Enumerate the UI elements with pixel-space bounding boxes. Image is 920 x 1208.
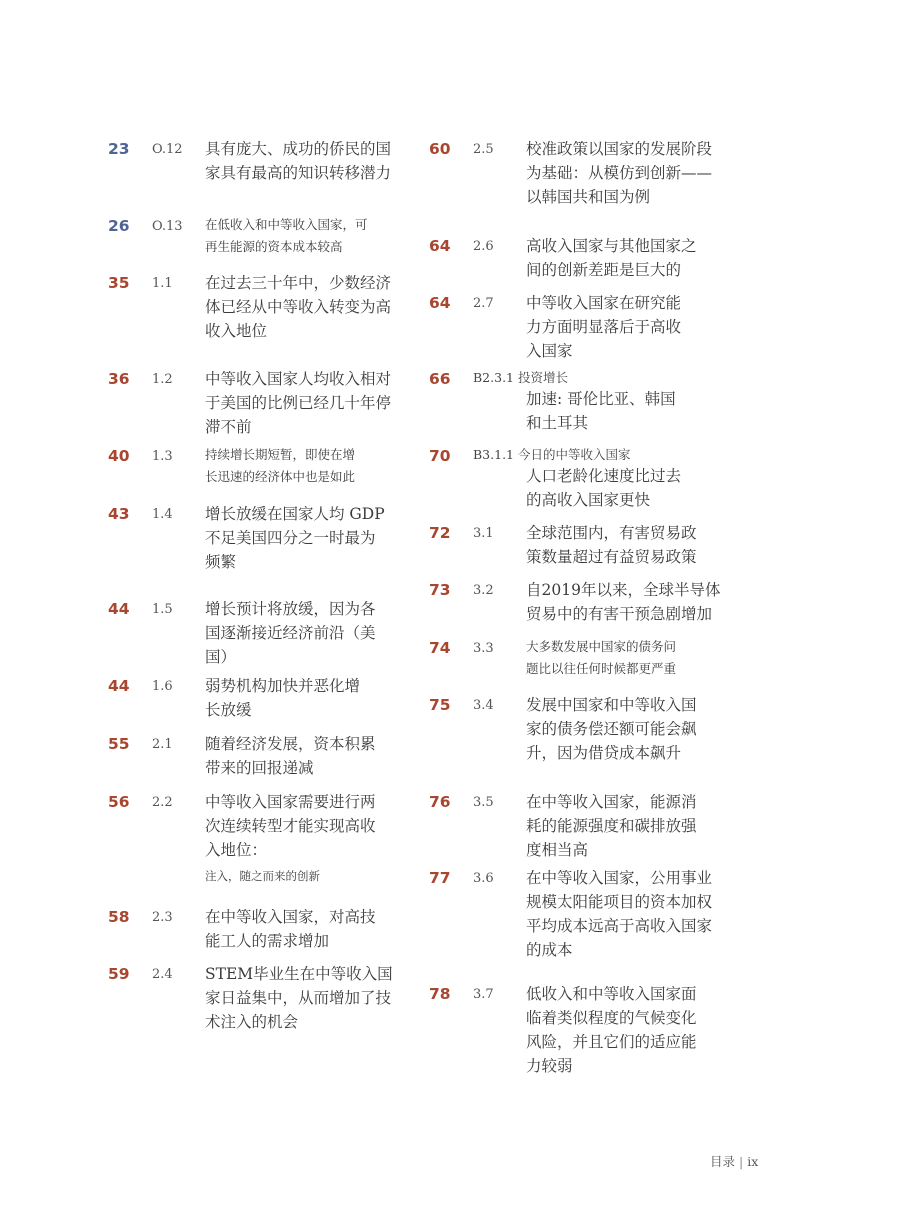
figure-number: 3.2 bbox=[473, 583, 494, 598]
figure-number: 3.4 bbox=[473, 698, 494, 713]
page-number: 26 bbox=[108, 217, 130, 235]
page-number: 74 bbox=[429, 639, 451, 657]
page-number: 60 bbox=[429, 140, 451, 158]
figure-number: 3.5 bbox=[473, 795, 494, 810]
page-number: 36 bbox=[108, 370, 130, 388]
page-number: 73 bbox=[429, 581, 451, 599]
figure-title: 弱势机构加快并恶化增 长放缓 bbox=[205, 677, 361, 719]
page-number: 44 bbox=[108, 600, 130, 618]
page-number: 43 bbox=[108, 505, 130, 523]
page-number: 35 bbox=[108, 274, 130, 292]
figure-number: 2.5 bbox=[473, 142, 494, 157]
figure-title: 低收入和中等收入国家面 临着类似程度的气候变化 风险，并且它们的适应能 力较弱 bbox=[526, 985, 697, 1075]
figure-title: 大多数发展中国家的债务问 题比以往任何时候都更严重 bbox=[526, 639, 677, 676]
figure-number: 3.3 bbox=[473, 641, 494, 656]
figure-number: 1.2 bbox=[152, 372, 173, 387]
figure-number: 2.6 bbox=[473, 239, 494, 254]
page-number: 59 bbox=[108, 965, 130, 983]
figure-title: 增长预计将放缓，因为各 国逐渐接近经济前沿（美 国） bbox=[205, 600, 376, 666]
page-number: 58 bbox=[108, 908, 130, 926]
figure-number: 1.4 bbox=[152, 507, 173, 522]
figure-number: 2.2 bbox=[152, 795, 173, 810]
footer-separator: | bbox=[739, 1154, 744, 1169]
figure-title: 高收入国家与其他国家之 间的创新差距是巨大的 bbox=[526, 237, 697, 279]
figure-number: 2.1 bbox=[152, 737, 173, 752]
figure-title: 中等收入国家在研究能 力方面明显落后于高收 入国家 bbox=[526, 294, 682, 360]
figure-title: 持续增长期短暂，即使在增 长迅速的经济体中也是如此 bbox=[205, 447, 356, 484]
figure-title: 自2019年以来，全球半导体 贸易中的有害干预急剧增加 bbox=[526, 581, 721, 623]
figure-number: 2.7 bbox=[473, 296, 494, 311]
figure-title: 具有庞大、成功的侨民的国 家具有最高的知识转移潜力 bbox=[205, 140, 392, 182]
page-number: 55 bbox=[108, 735, 130, 753]
figure-title: 在中等收入国家，公用事业 规模太阳能项目的资本加权 平均成本远高于高收入国家 的成本 bbox=[526, 869, 713, 959]
figure-number: 2.4 bbox=[152, 967, 173, 982]
box-number: B2.3.1 投资增长 bbox=[473, 370, 568, 385]
figure-title: 随着经济发展，资本积累 带来的回报递减 bbox=[205, 735, 376, 777]
figure-number: 1.3 bbox=[152, 449, 173, 464]
page-number: 76 bbox=[429, 793, 451, 811]
page-number: 75 bbox=[429, 696, 451, 714]
page-footer bbox=[710, 1153, 758, 1171]
figure-title: 中等收入国家人均收入相对 于美国的比例已经几十年停 滞不前 bbox=[205, 370, 392, 436]
figure-number: O.13 bbox=[152, 219, 183, 234]
figure-number: 1.5 bbox=[152, 602, 173, 617]
figure-title: 在低收入和中等收入国家，可 再生能源的资本成本较高 bbox=[205, 217, 368, 254]
figure-title: 全球范围内，有害贸易政 策数量超过有益贸易政策 bbox=[526, 524, 697, 566]
page-number: 44 bbox=[108, 677, 130, 695]
figure-title: 加速: 哥伦比亚、韩国 和土耳其 bbox=[526, 390, 676, 432]
figure-number: 3.7 bbox=[473, 987, 494, 1002]
figure-title: 人口老龄化速度比过去 的高收入国家更快 bbox=[526, 467, 682, 509]
page-number: 77 bbox=[429, 869, 451, 887]
page-number: 40 bbox=[108, 447, 130, 465]
figure-number: 1.1 bbox=[152, 276, 173, 291]
figure-title: 增长放缓在国家人均 GDP 不足美国四分之一时最为 频繁 bbox=[205, 505, 385, 571]
figure-title: STEM毕业生在中等收入国 家日益集中，从而增加了技 术注入的机会 bbox=[205, 965, 393, 1031]
page-number: 72 bbox=[429, 524, 451, 542]
figure-title: 在过去三十年中，少数经济 体已经从中等收入转变为高 收入地位 bbox=[205, 274, 392, 340]
figure-number: 3.6 bbox=[473, 871, 494, 886]
footer-section-label: 目录 bbox=[710, 1154, 736, 1169]
figure-title: 中等收入国家需要进行两 次连续转型才能实现高收 入地位： bbox=[205, 793, 376, 859]
page-number: 64 bbox=[429, 294, 451, 312]
figure-title-continuation: 注入，随之而来的创新 bbox=[205, 869, 320, 883]
figure-title: 发展中国家和中等收入国 家的债务偿还额可能会飙 升，因为借贷成本飙升 bbox=[526, 696, 697, 762]
figure-number: 1.6 bbox=[152, 679, 173, 694]
footer-page-number: ix bbox=[747, 1154, 759, 1169]
figure-title: 在中等收入国家，能源消 耗的能源强度和碳排放强 度相当高 bbox=[526, 793, 697, 859]
page-number: 64 bbox=[429, 237, 451, 255]
figure-title: 在中等收入国家，对高技 能工人的需求增加 bbox=[205, 908, 376, 950]
figure-title: 校准政策以国家的发展阶段 为基础：从模仿到创新—— 以韩国共和国为例 bbox=[526, 140, 713, 206]
page-number: 66 bbox=[429, 370, 451, 388]
figure-number: O.12 bbox=[152, 142, 183, 157]
page-number: 70 bbox=[429, 447, 451, 465]
figure-number: 2.3 bbox=[152, 910, 173, 925]
page-number: 78 bbox=[429, 985, 451, 1003]
figure-number: 3.1 bbox=[473, 526, 494, 541]
box-number: B3.1.1 今日的中等收入国家 bbox=[473, 447, 631, 462]
page-number: 56 bbox=[108, 793, 130, 811]
page-number: 23 bbox=[108, 140, 130, 158]
